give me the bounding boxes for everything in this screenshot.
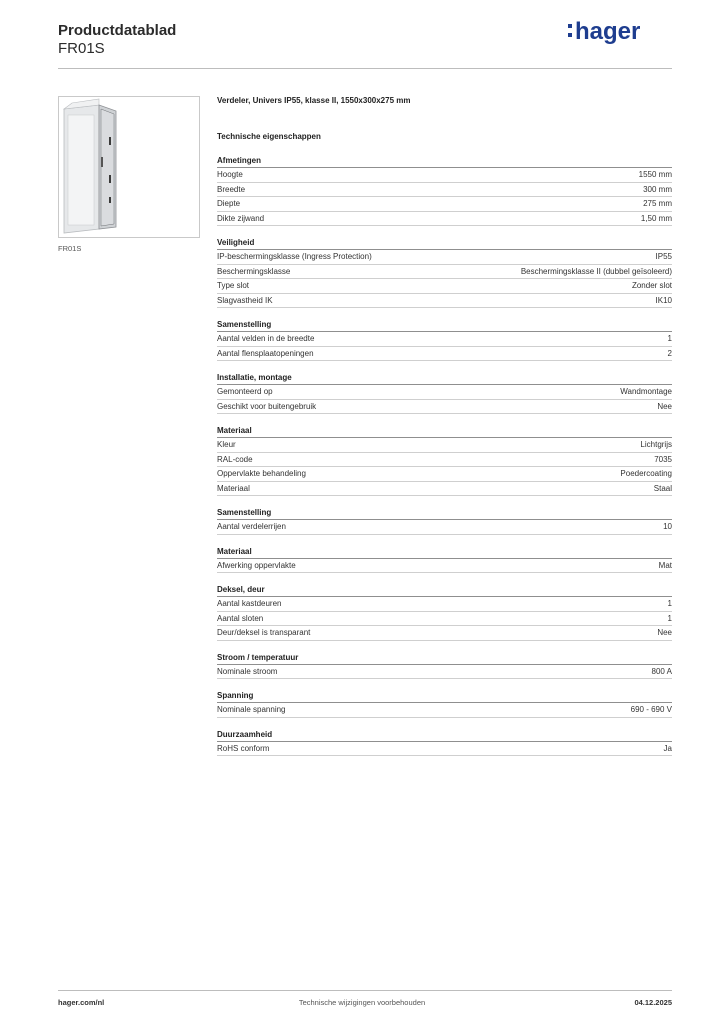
spec-label: RoHS conform (217, 743, 270, 753)
spec-label: Type slot (217, 281, 250, 290)
footer-website: hager.com/nl (58, 998, 105, 1007)
page-title: Productdatablad (58, 22, 177, 39)
spec-row (217, 626, 672, 641)
footer-disclaimer: Technische wijzigingen voorbehouden (298, 998, 426, 1007)
spec-value: 275 mm (643, 199, 672, 208)
spec-value: Zonder slot (631, 281, 672, 290)
spec-label: Aantal verdelerrijen (217, 522, 286, 531)
spec-value: 10 (663, 522, 672, 531)
spec-label: Nominale stroom (217, 666, 278, 676)
spec-label: Aantal kastdeuren (217, 599, 282, 608)
spec-row (217, 453, 672, 468)
spec-row (217, 400, 672, 415)
image-caption: FR01S (58, 244, 82, 253)
spec-row (217, 385, 672, 400)
spec-sections (217, 154, 672, 756)
spec-value: Poedercoating (620, 469, 672, 478)
spec-value: 300 mm (643, 184, 672, 194)
spec-label: Slagvastheid IK (217, 295, 273, 305)
section-title: Materiaal (217, 424, 672, 438)
spec-label: Aantal sloten (217, 613, 264, 623)
hager-logo (566, 14, 656, 48)
spec-row (217, 265, 672, 280)
spec-label: Beschermingsklasse (217, 266, 291, 276)
spec-label: Kleur (217, 440, 236, 449)
spec-row (217, 294, 672, 309)
spec-row (217, 703, 672, 718)
header-divider (58, 68, 672, 69)
section-title: Deksel, deur (217, 583, 672, 597)
spec-value: Nee (657, 628, 672, 637)
spec-value: IP55 (655, 252, 672, 261)
product-code: FR01S (58, 40, 105, 57)
tech-properties-title: Technische eigenschappen (217, 132, 321, 141)
spec-row (217, 520, 672, 535)
section-title: Afmetingen (217, 154, 672, 168)
section-title: Veiligheid (217, 236, 672, 250)
spec-value: 1 (667, 613, 672, 623)
spec-row (217, 742, 672, 757)
spec-section (217, 728, 672, 757)
spec-value: 1,50 mm (640, 213, 672, 223)
spec-value: 800 A (651, 666, 672, 676)
spec-value: Ja (663, 743, 672, 753)
spec-section (217, 583, 672, 641)
product-description: Verdeler, Univers IP55, klasse II, 1550x300x275 mm (217, 96, 411, 105)
spec-section (217, 154, 672, 226)
section-title: Duurzaamheid (217, 728, 672, 742)
spec-section (217, 318, 672, 361)
spec-value: 7035 (654, 454, 672, 464)
spec-label: Diepte (217, 199, 241, 208)
spec-value: Nee (657, 401, 672, 411)
spec-label: Aantal velden in de breedte (217, 334, 315, 343)
spec-row (217, 597, 672, 612)
spec-label: IP-beschermingsklasse (Ingress Protection) (217, 252, 372, 261)
footer-divider (58, 990, 672, 991)
spec-section (217, 371, 672, 414)
spec-value: Staal (653, 483, 672, 493)
spec-row (217, 332, 672, 347)
spec-row (217, 612, 672, 627)
spec-section (217, 651, 672, 680)
spec-content (217, 96, 672, 756)
spec-row (217, 482, 672, 497)
spec-label: Aantal flensplaatopeningen (217, 348, 314, 358)
spec-label: Oppervlakte behandeling (217, 469, 306, 478)
spec-section (217, 506, 672, 535)
spec-label: Dikte zijwand (217, 213, 265, 223)
spec-row (217, 197, 672, 212)
spec-value: IK10 (655, 295, 672, 305)
section-title: Samenstelling (217, 318, 672, 332)
spec-value: 1 (667, 334, 672, 343)
spec-label: Geschikt voor buitengebruik (217, 401, 317, 411)
spec-row (217, 467, 672, 482)
spec-row (217, 212, 672, 227)
spec-label: Deur/deksel is transparant (217, 628, 311, 637)
section-title: Samenstelling (217, 506, 672, 520)
spec-row (217, 665, 672, 680)
spec-label: RAL-code (217, 454, 253, 464)
spec-section (217, 424, 672, 496)
spec-row (217, 250, 672, 265)
spec-label: Nominale spanning (217, 705, 286, 714)
spec-value: Beschermingsklasse II (dubbel geïsoleerd) (520, 266, 672, 276)
spec-label: Materiaal (217, 483, 250, 493)
section-title: Stroom / temperatuur (217, 651, 672, 665)
spec-row (217, 168, 672, 183)
cabinet-icon (59, 97, 199, 237)
spec-section (217, 545, 672, 574)
spec-row (217, 347, 672, 362)
spec-row (217, 559, 672, 574)
section-title: Spanning (217, 689, 672, 703)
spec-value: 690 - 690 V (630, 705, 672, 714)
spec-label: Hoogte (217, 170, 243, 179)
spec-value: 1 (667, 599, 672, 608)
spec-value: 1550 mm (638, 170, 672, 179)
footer-date: 04.12.2025 (634, 998, 672, 1007)
spec-row (217, 279, 672, 294)
spec-label: Afwerking oppervlakte (217, 560, 296, 570)
spec-row (217, 183, 672, 198)
spec-value: Lichtgrijs (640, 440, 672, 449)
product-image (58, 96, 200, 238)
spec-value: 2 (667, 348, 672, 358)
section-title: Installatie, montage (217, 371, 672, 385)
spec-label: Gemonteerd op (217, 387, 273, 396)
section-title: Materiaal (217, 545, 672, 559)
logo-text: hager (575, 18, 641, 45)
spec-row (217, 438, 672, 453)
spec-value: Mat (658, 560, 672, 570)
spec-value: Wandmontage (620, 387, 672, 396)
spec-section (217, 689, 672, 718)
spec-section (217, 236, 672, 308)
spec-label: Breedte (217, 184, 246, 194)
